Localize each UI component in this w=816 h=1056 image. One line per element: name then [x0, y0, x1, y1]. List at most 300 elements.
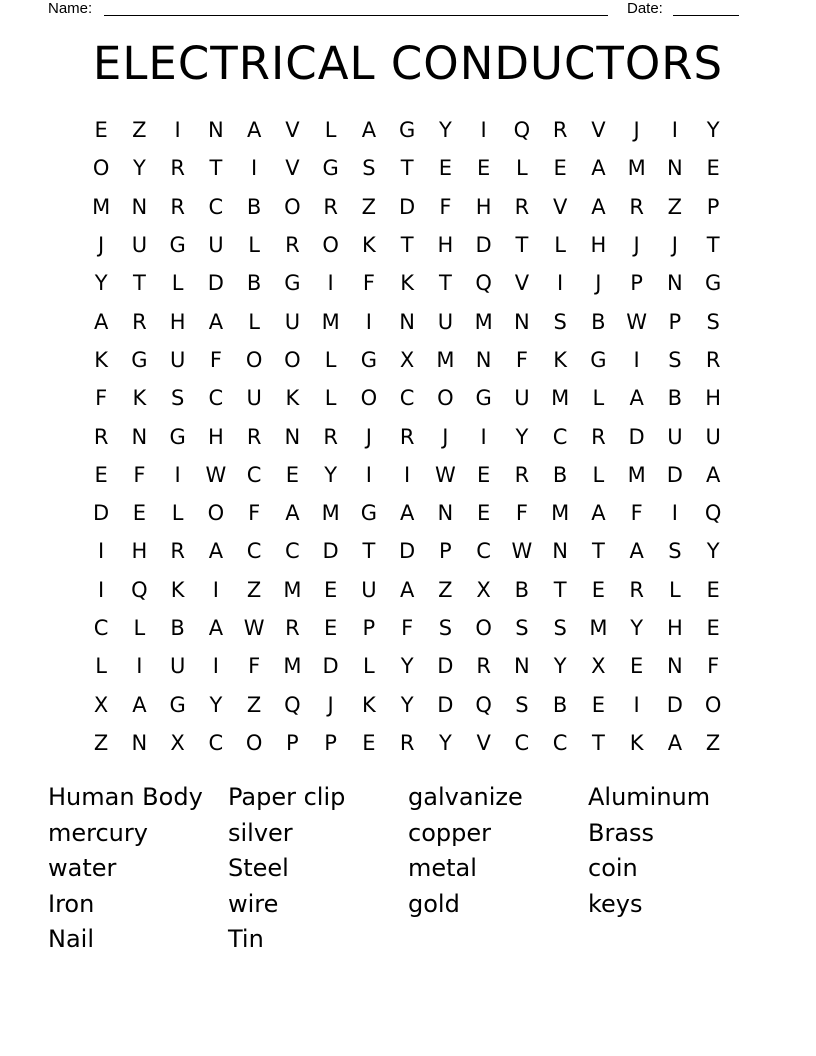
grid-letter[interactable]: G: [284, 271, 301, 296]
grid-letter[interactable]: R: [285, 233, 300, 258]
grid-letter[interactable]: I: [480, 424, 487, 449]
grid-letter[interactable]: J: [633, 233, 640, 258]
grid-letter[interactable]: G: [360, 501, 378, 526]
grid-letter[interactable]: N: [667, 271, 683, 296]
grid-letter[interactable]: X: [93, 692, 109, 717]
grid-letter[interactable]: A: [208, 539, 224, 564]
grid-letter[interactable]: B: [514, 577, 530, 602]
grid-letter[interactable]: E: [476, 462, 491, 487]
grid-letter[interactable]: P: [362, 616, 376, 640]
grid-letter[interactable]: E: [706, 616, 720, 640]
grid-letter[interactable]: R: [552, 118, 568, 143]
grid-letter[interactable]: Z: [132, 118, 147, 143]
grid-letter[interactable]: D: [437, 654, 454, 679]
date-blank-line[interactable]: [673, 15, 739, 16]
grid-letter[interactable]: K: [132, 386, 147, 411]
grid-letter[interactable]: O: [284, 347, 301, 372]
grid-letter[interactable]: A: [399, 577, 415, 602]
grid-letter[interactable]: S: [668, 539, 682, 564]
grid-letter[interactable]: J: [633, 118, 640, 143]
grid-letter[interactable]: C: [208, 194, 224, 219]
grid-letter[interactable]: K: [285, 386, 300, 411]
grid-letter[interactable]: U: [169, 654, 186, 679]
grid-letter[interactable]: V: [476, 730, 491, 755]
grid-letter[interactable]: L: [592, 462, 605, 487]
grid-letter[interactable]: B: [246, 271, 262, 296]
grid-letter[interactable]: A: [591, 194, 606, 219]
grid-letter[interactable]: D: [666, 462, 683, 487]
grid-letter[interactable]: C: [552, 424, 568, 449]
grid-letter[interactable]: R: [476, 654, 491, 679]
grid-letter[interactable]: B: [667, 386, 683, 411]
grid-letter[interactable]: N: [552, 539, 568, 564]
grid-letter[interactable]: Y: [706, 118, 720, 143]
grid-letter[interactable]: D: [322, 539, 339, 564]
grid-letter[interactable]: P: [324, 730, 337, 755]
grid-letter[interactable]: I: [327, 271, 334, 296]
grid-letter[interactable]: D: [437, 692, 454, 717]
grid-letter[interactable]: K: [629, 730, 644, 755]
grid-letter[interactable]: E: [629, 654, 644, 679]
grid-letter[interactable]: E: [438, 156, 453, 181]
grid-letter[interactable]: D: [666, 692, 683, 717]
grid-letter[interactable]: Z: [438, 577, 453, 602]
grid-letter[interactable]: P: [630, 271, 643, 296]
grid-letter[interactable]: Q: [475, 271, 492, 296]
grid-letter[interactable]: R: [132, 309, 147, 334]
grid-letter[interactable]: M: [627, 462, 646, 487]
grid-letter[interactable]: S: [170, 386, 185, 411]
grid-letter[interactable]: L: [95, 654, 107, 679]
grid-letter[interactable]: L: [554, 233, 566, 258]
grid-letter[interactable]: E: [553, 156, 567, 181]
grid-letter[interactable]: T: [362, 539, 376, 564]
grid-letter[interactable]: F: [439, 194, 452, 219]
grid-letter[interactable]: N: [284, 424, 301, 449]
grid-letter[interactable]: E: [476, 501, 491, 526]
grid-letter[interactable]: V: [285, 156, 300, 181]
grid-letter[interactable]: B: [552, 462, 568, 487]
grid-letter[interactable]: A: [629, 539, 644, 564]
grid-letter[interactable]: M: [321, 309, 340, 334]
grid-letter[interactable]: V: [514, 271, 530, 296]
grid-letter[interactable]: E: [706, 156, 720, 181]
grid-letter[interactable]: C: [93, 616, 109, 640]
grid-letter[interactable]: F: [362, 271, 375, 296]
grid-letter[interactable]: G: [169, 233, 186, 258]
grid-letter[interactable]: U: [514, 386, 530, 411]
grid-letter[interactable]: M: [283, 577, 302, 602]
grid-letter[interactable]: R: [323, 194, 338, 219]
grid-letter[interactable]: W: [243, 616, 265, 640]
grid-letter[interactable]: M: [321, 501, 340, 526]
grid-letter[interactable]: K: [400, 271, 415, 296]
grid-letter[interactable]: T: [553, 577, 567, 602]
grid-letter[interactable]: I: [98, 539, 105, 564]
grid-letter[interactable]: U: [169, 347, 186, 372]
grid-letter[interactable]: B: [552, 692, 568, 717]
grid-letter[interactable]: L: [248, 309, 260, 334]
grid-letter[interactable]: W: [205, 462, 227, 487]
grid-letter[interactable]: I: [365, 309, 372, 334]
grid-letter[interactable]: A: [208, 616, 224, 640]
grid-letter[interactable]: S: [553, 616, 567, 640]
grid-letter[interactable]: Y: [209, 692, 223, 717]
grid-letter[interactable]: L: [324, 118, 337, 143]
grid-letter[interactable]: O: [207, 501, 225, 526]
grid-letter[interactable]: M: [436, 347, 455, 372]
grid-letter[interactable]: Y: [438, 730, 452, 755]
grid-letter[interactable]: C: [208, 386, 224, 411]
page-title: ELECTRICAL CONDUCTORS: [92, 37, 724, 90]
grid-letter[interactable]: C: [399, 386, 415, 411]
grid-letter[interactable]: M: [627, 156, 646, 181]
grid-letter[interactable]: L: [592, 386, 605, 411]
grid-letter[interactable]: O: [245, 730, 263, 755]
grid-letter[interactable]: D: [93, 501, 110, 526]
grid-letter[interactable]: C: [552, 730, 568, 755]
grid-letter[interactable]: R: [629, 194, 644, 219]
grid-letter[interactable]: J: [327, 692, 334, 717]
grid-letter[interactable]: A: [591, 501, 606, 526]
grid-letter[interactable]: H: [475, 194, 492, 219]
grid-letter[interactable]: L: [171, 271, 184, 296]
grid-letter[interactable]: A: [705, 462, 721, 487]
grid-letter[interactable]: H: [666, 616, 683, 640]
grid-letter[interactable]: H: [169, 309, 186, 334]
grid-letter[interactable]: L: [248, 233, 260, 258]
grid-letter[interactable]: L: [324, 386, 337, 411]
grid-letter[interactable]: M: [283, 654, 302, 679]
grid-letter[interactable]: P: [668, 309, 682, 334]
grid-letter[interactable]: I: [212, 654, 219, 679]
grid-letter[interactable]: Q: [284, 692, 301, 717]
grid-letter[interactable]: B: [591, 309, 606, 334]
grid-letter[interactable]: I: [404, 462, 411, 487]
grid-letter[interactable]: Z: [246, 577, 262, 602]
word-bank-item: gold: [408, 889, 460, 918]
grid-letter[interactable]: M: [551, 386, 570, 411]
grid-letter[interactable]: E: [285, 462, 300, 487]
grid-letter[interactable]: C: [246, 462, 262, 487]
grid-letter[interactable]: K: [361, 692, 376, 717]
grid-letter[interactable]: K: [170, 577, 185, 602]
grid-letter[interactable]: K: [553, 347, 568, 372]
grid-letter[interactable]: I: [136, 654, 143, 679]
grid-letter[interactable]: Y: [515, 424, 529, 449]
grid-letter[interactable]: E: [362, 730, 376, 755]
grid-letter[interactable]: Z: [667, 194, 683, 219]
grid-letter[interactable]: R: [170, 156, 185, 181]
grid-letter[interactable]: R: [629, 577, 644, 602]
grid-letter[interactable]: Q: [513, 118, 531, 143]
grid-letter[interactable]: G: [322, 156, 339, 181]
grid-letter[interactable]: E: [323, 616, 338, 640]
grid-letter[interactable]: I: [98, 577, 105, 602]
grid-letter[interactable]: H: [131, 539, 148, 564]
grid-letter[interactable]: I: [365, 462, 372, 487]
grid-letter[interactable]: S: [706, 309, 720, 334]
grid-letter[interactable]: R: [170, 194, 185, 219]
grid-letter[interactable]: J: [442, 424, 449, 449]
grid-letter[interactable]: I: [633, 347, 640, 372]
grid-letter[interactable]: J: [365, 424, 372, 449]
grid-letter[interactable]: M: [474, 309, 493, 334]
grid-letter[interactable]: P: [286, 730, 299, 755]
grid-letter[interactable]: Y: [400, 654, 414, 679]
grid-letter[interactable]: G: [360, 347, 378, 372]
grid-letter[interactable]: N: [131, 730, 148, 755]
grid-letter[interactable]: H: [207, 424, 224, 449]
grid-letter[interactable]: A: [132, 692, 147, 717]
grid-letter[interactable]: E: [706, 577, 720, 602]
grid-letter[interactable]: A: [399, 501, 415, 526]
grid-letter[interactable]: F: [515, 501, 528, 526]
grid-letter[interactable]: P: [439, 539, 452, 564]
grid-letter[interactable]: A: [591, 156, 606, 181]
grid-letter[interactable]: X: [170, 730, 185, 755]
grid-letter[interactable]: V: [591, 118, 606, 143]
grid-letter[interactable]: U: [246, 386, 262, 411]
grid-letter[interactable]: F: [209, 347, 222, 372]
grid-letter[interactable]: S: [438, 616, 453, 640]
grid-letter[interactable]: W: [511, 539, 533, 564]
grid-letter[interactable]: E: [132, 501, 147, 526]
grid-letter[interactable]: I: [633, 692, 640, 717]
grid-letter[interactable]: U: [131, 233, 148, 258]
grid-letter[interactable]: M: [589, 616, 608, 640]
word-bank-item: wire: [228, 889, 279, 918]
grid-letter[interactable]: O: [437, 386, 454, 411]
grid-letter[interactable]: O: [704, 692, 722, 717]
grid-letter[interactable]: O: [92, 156, 110, 181]
grid-letter[interactable]: F: [515, 347, 528, 372]
grid-letter[interactable]: M: [92, 194, 111, 219]
grid-letter[interactable]: U: [437, 309, 454, 334]
grid-letter[interactable]: P: [706, 194, 720, 219]
grid-letter[interactable]: N: [399, 309, 415, 334]
grid-letter[interactable]: J: [595, 271, 602, 296]
grid-letter[interactable]: I: [671, 501, 678, 526]
grid-letter[interactable]: D: [475, 233, 492, 258]
grid-letter[interactable]: G: [131, 347, 148, 372]
grid-letter[interactable]: I: [212, 577, 219, 602]
grid-letter[interactable]: G: [704, 271, 722, 296]
grid-letter[interactable]: E: [94, 462, 108, 487]
grid-letter[interactable]: U: [284, 309, 301, 334]
grid-letter[interactable]: N: [514, 309, 530, 334]
grid-letter[interactable]: Y: [706, 539, 720, 564]
grid-letter[interactable]: E: [476, 156, 491, 181]
grid-letter[interactable]: Q: [131, 577, 148, 602]
grid-letter[interactable]: O: [360, 386, 378, 411]
grid-letter[interactable]: Y: [438, 118, 452, 143]
grid-letter[interactable]: T: [591, 539, 605, 564]
grid-letter[interactable]: I: [557, 271, 564, 296]
grid-letter[interactable]: E: [323, 577, 338, 602]
grid-letter[interactable]: F: [707, 654, 720, 679]
grid-letter[interactable]: Z: [361, 194, 377, 219]
grid-letter[interactable]: A: [93, 309, 109, 334]
grid-letter[interactable]: Y: [553, 654, 567, 679]
grid-letter[interactable]: E: [591, 577, 606, 602]
grid-letter[interactable]: V: [285, 118, 300, 143]
grid-letter[interactable]: I: [174, 462, 181, 487]
grid-letter[interactable]: T: [515, 233, 529, 258]
grid-letter[interactable]: G: [475, 386, 492, 411]
grid-letter[interactable]: F: [248, 654, 261, 679]
grid-letter[interactable]: K: [94, 347, 109, 372]
grid-letter[interactable]: U: [705, 424, 721, 449]
grid-letter[interactable]: Q: [704, 501, 722, 526]
grid-letter[interactable]: L: [133, 616, 146, 640]
grid-letter[interactable]: R: [399, 424, 415, 449]
grid-letter[interactable]: O: [245, 347, 263, 372]
grid-letter[interactable]: S: [515, 692, 529, 717]
grid-letter[interactable]: L: [669, 577, 681, 602]
grid-letter[interactable]: S: [668, 347, 682, 372]
grid-letter[interactable]: O: [322, 233, 339, 258]
grid-letter[interactable]: Q: [475, 692, 492, 717]
grid-letter[interactable]: C: [476, 539, 491, 564]
grid-letter[interactable]: N: [131, 194, 148, 219]
grid-letter[interactable]: L: [324, 347, 337, 372]
grid-letter[interactable]: R: [591, 424, 606, 449]
grid-letter[interactable]: I: [671, 118, 678, 143]
grid-letter[interactable]: Y: [324, 462, 338, 487]
grid-letter[interactable]: R: [246, 424, 262, 449]
word-bank-item: water: [48, 854, 117, 883]
grid-letter[interactable]: Z: [246, 692, 262, 717]
grid-letter[interactable]: G: [398, 118, 416, 143]
grid-letter[interactable]: S: [362, 156, 376, 181]
grid-letter[interactable]: H: [590, 233, 607, 258]
grid-letter[interactable]: N: [667, 654, 683, 679]
grid-letter[interactable]: V: [552, 194, 568, 219]
grid-letter[interactable]: Y: [132, 156, 146, 181]
grid-letter[interactable]: T: [438, 271, 452, 296]
grid-letter[interactable]: F: [630, 501, 643, 526]
grid-letter[interactable]: C: [285, 539, 300, 564]
grid-letter[interactable]: D: [322, 654, 339, 679]
grid-letter[interactable]: L: [363, 654, 375, 679]
grid-letter[interactable]: T: [400, 156, 414, 181]
grid-letter[interactable]: C: [514, 730, 530, 755]
grid-letter[interactable]: I: [251, 156, 258, 181]
grid-letter[interactable]: Y: [630, 616, 644, 640]
grid-letter[interactable]: F: [95, 386, 108, 411]
grid-letter[interactable]: W: [434, 462, 456, 487]
grid-letter[interactable]: O: [475, 616, 492, 640]
grid-letter[interactable]: H: [705, 386, 722, 411]
grid-letter[interactable]: T: [209, 156, 223, 181]
grid-letter[interactable]: B: [246, 194, 262, 219]
grid-letter[interactable]: T: [591, 730, 605, 755]
grid-letter[interactable]: Z: [705, 730, 721, 755]
grid-letter[interactable]: W: [626, 309, 647, 334]
grid-letter[interactable]: U: [208, 233, 224, 258]
grid-letter[interactable]: F: [401, 616, 414, 640]
grid-letter[interactable]: X: [399, 347, 415, 372]
grid-letter[interactable]: N: [131, 424, 148, 449]
grid-letter[interactable]: U: [361, 577, 377, 602]
grid-letter[interactable]: R: [323, 424, 338, 449]
grid-letter[interactable]: R: [170, 539, 185, 564]
grid-letter[interactable]: X: [591, 654, 606, 679]
grid-letter[interactable]: A: [361, 118, 377, 143]
grid-letter[interactable]: C: [208, 730, 224, 755]
grid-letter[interactable]: R: [514, 194, 530, 219]
grid-letter[interactable]: A: [285, 501, 300, 526]
grid-letter[interactable]: T: [706, 233, 720, 258]
grid-letter[interactable]: G: [590, 347, 607, 372]
grid-letter[interactable]: E: [591, 692, 606, 717]
grid-letter[interactable]: N: [437, 501, 454, 526]
grid-letter[interactable]: E: [94, 118, 108, 143]
grid-letter[interactable]: N: [475, 347, 492, 372]
grid-letter[interactable]: N: [514, 654, 530, 679]
grid-letter[interactable]: Z: [93, 730, 109, 755]
grid-letter[interactable]: S: [553, 309, 567, 334]
grid-letter[interactable]: A: [667, 730, 683, 755]
word-bank-item: Brass: [588, 818, 655, 847]
grid-letter[interactable]: I: [480, 118, 487, 143]
grid-letter[interactable]: G: [169, 692, 186, 717]
grid-letter[interactable]: S: [515, 616, 529, 640]
grid-letter[interactable]: A: [208, 309, 224, 334]
grid-letter[interactable]: D: [399, 194, 416, 219]
grid-letter[interactable]: I: [174, 118, 181, 143]
grid-letter[interactable]: R: [285, 616, 300, 640]
grid-letter[interactable]: D: [399, 539, 416, 564]
word-search-grid: [82, 111, 732, 762]
grid-letter[interactable]: O: [284, 194, 301, 219]
grid-letter[interactable]: F: [133, 462, 146, 487]
grid-letter[interactable]: R: [399, 730, 415, 755]
grid-letter[interactable]: U: [667, 424, 683, 449]
grid-letter[interactable]: T: [132, 271, 146, 296]
grid-letter[interactable]: N: [667, 156, 683, 181]
grid-letter[interactable]: J: [98, 233, 105, 258]
grid-letter[interactable]: G: [169, 424, 186, 449]
grid-letter[interactable]: B: [170, 616, 185, 640]
word-bank-item: galvanize: [408, 783, 523, 811]
grid-letter[interactable]: M: [551, 501, 570, 526]
grid-letter[interactable]: H: [437, 233, 454, 258]
grid-letter[interactable]: X: [476, 577, 491, 602]
word-bank-item: Steel: [228, 854, 289, 883]
grid-letter[interactable]: T: [400, 233, 414, 258]
grid-letter[interactable]: R: [514, 462, 530, 487]
grid-letter[interactable]: L: [516, 156, 528, 181]
grid-letter[interactable]: R: [93, 424, 109, 449]
grid-letter[interactable]: A: [246, 118, 262, 143]
grid-letter[interactable]: A: [629, 386, 644, 411]
grid-letter[interactable]: Y: [94, 271, 108, 296]
grid-letter[interactable]: D: [207, 271, 224, 296]
grid-letter[interactable]: Y: [400, 692, 414, 717]
grid-letter[interactable]: N: [208, 118, 224, 143]
name-blank-line[interactable]: [104, 15, 608, 16]
grid-letter[interactable]: J: [671, 233, 678, 258]
grid-letter[interactable]: R: [705, 347, 721, 372]
grid-letter[interactable]: C: [246, 539, 262, 564]
word-bank-item: Tin: [228, 925, 264, 954]
grid-letter[interactable]: L: [171, 501, 184, 526]
grid-letter[interactable]: F: [248, 501, 261, 526]
grid-letter[interactable]: D: [628, 424, 645, 449]
grid-letter[interactable]: K: [361, 233, 376, 258]
